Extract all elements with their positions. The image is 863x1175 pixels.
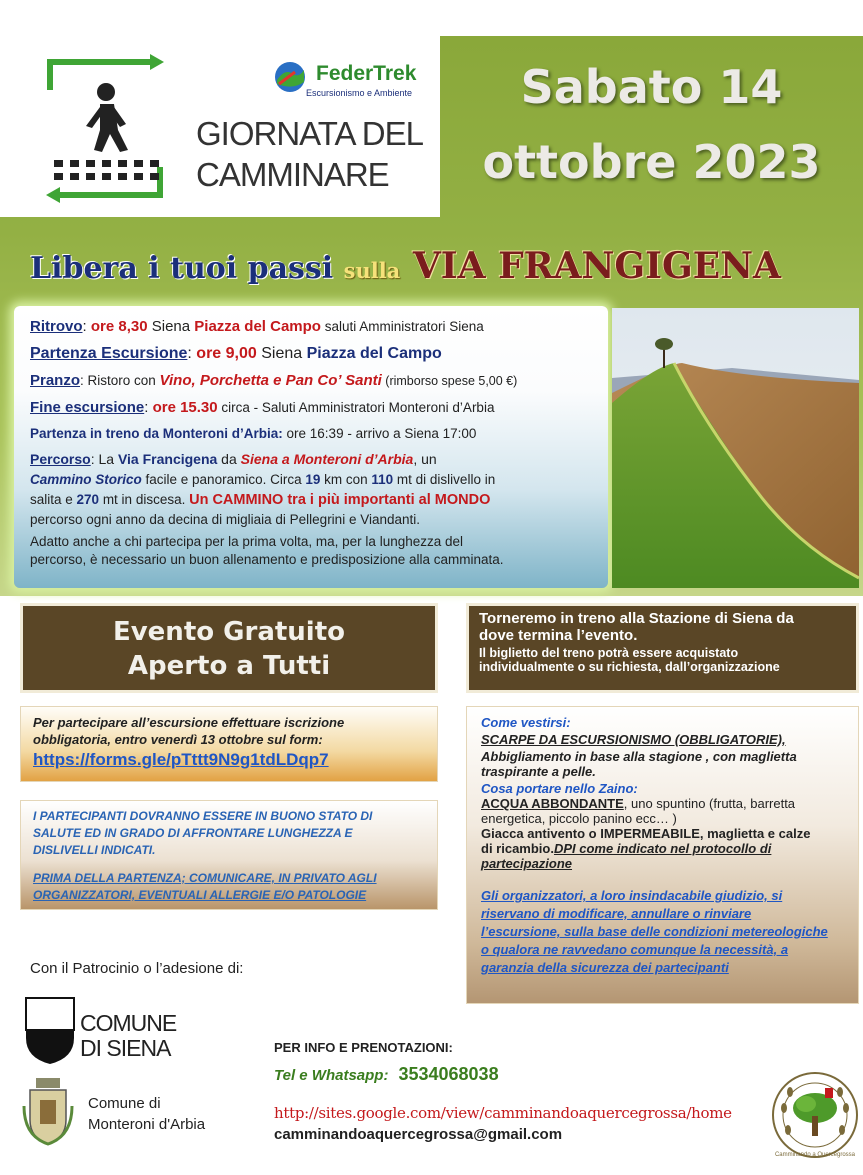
club-logo-text: Camminando a Quercegrossa (774, 1152, 856, 1158)
siena-coat-of-arms-icon (24, 996, 76, 1066)
abbigliamento-line1: Abbigliamento in base alla stagione , con maglietta (481, 749, 797, 764)
federtrek-brand: FederTrek (316, 62, 417, 85)
train-return-box (466, 603, 859, 693)
treno-line: Partenza in treno da Monteroni d’Arbia: ore 16:39 - arrivo a Siena 17:00 (30, 426, 477, 441)
registration-line2: obbligatoria, entro venerdì 13 ottobre sul form: (33, 732, 323, 747)
organizers-note (481, 887, 844, 977)
siena-name-line1: COMUNE (80, 1010, 177, 1036)
date-line2: ottobre 2023 (482, 135, 821, 189)
event-title-line2: CAMMINARE (196, 156, 389, 193)
info-box (14, 306, 608, 588)
percorso-line1: Percorso: La Via Francigena da Siena a Monteroni d’Arbia, un (30, 451, 437, 467)
health-line4: PRIMA DELLA PARTENZA; COMUNICARE, IN PRIVATO AGLI (33, 871, 377, 885)
phone-label: Tel e Whatsapp: (274, 1067, 389, 1084)
landscape-photo (612, 308, 859, 588)
health-line3: DISLIVELLI INDICATI. (33, 843, 156, 857)
phone-line (274, 1064, 499, 1085)
monteroni-name-line2: Monteroni d'Arbia (88, 1116, 206, 1133)
event-title-line1: GIORNATA DEL (196, 115, 423, 152)
giacca-line: Giacca antivento o IMPERMEABILE, maglietta e calze (481, 826, 811, 841)
health-line2: SALUTE ED IN GRADO DI AFFRONTARE LUNGHEZZA E (33, 826, 353, 840)
abbigliamento-line2: traspirante a pelle. (481, 764, 596, 779)
tagline (30, 245, 860, 287)
registration-form-link[interactable]: https://forms.gle/pTttt9N9g1tdLDqp7 (33, 750, 329, 769)
percorso-line2: Cammino Storico facile e panoramico. Circa 19 km con 110 mt di dislivello in (30, 472, 496, 487)
club-logo-icon (770, 1068, 860, 1163)
pranzo-line: Pranzo: Ristoro con Vino, Porchetta e Pan Co’ Santi (rimborso spese 5,00 €) (30, 372, 518, 389)
free-event-box (20, 603, 438, 693)
acqua-line: ACQUA ABBONDANTE, uno spuntino (frutta, barretta (481, 796, 796, 811)
zaino-title: Cosa portare nello Zaino: (481, 781, 638, 796)
scarpe-line: SCARPE DA ESCURSIONISMO (OBBLIGATORIE), (481, 732, 786, 747)
spuntino-line: energetica, piccolo panino ecc… ) (481, 811, 677, 826)
organizers-line1: Gli organizzatori, a loro insindacabile giudizio, si (481, 888, 783, 903)
tagline-part3: VIA FRANGIGENA (400, 245, 781, 287)
ritrovo-line: Ritrovo: ore 8,30 Siena Piazza del Campo saluti Amministratori Siena (30, 318, 484, 335)
ricambio-line: di ricambio.DPI come indicato nel protocollo di (481, 841, 772, 856)
percorso-line3: salita e 270 mt in discesa. Un CAMMINO tra i più importanti al MONDO (30, 492, 491, 508)
monteroni-coat-of-arms-icon (22, 1076, 74, 1146)
walking-person-icon (30, 52, 180, 207)
partenza-line: Partenza Escursione: ore 9,00 Siena Piazza del Campo (30, 345, 442, 362)
tagline-part2: sulla (343, 258, 401, 283)
info-title: PER INFO E PRENOTAZIONI: (274, 1040, 453, 1055)
email-link[interactable]: camminandoaquercegrossa@gmail.com (274, 1126, 563, 1143)
adatto-line1: Adatto anche a chi partecipa per la prima volta, ma, per la lunghezza del (30, 534, 464, 549)
free-event-line1: Evento Gratuito (112, 617, 346, 647)
patronage-label: Con il Patrocinio o l’adesione di: (30, 960, 244, 977)
tagline-part1: Libera i tuoi passi (30, 251, 344, 286)
organizers-line3: l’escursione, sulla base delle condizioni metereologiche (481, 924, 828, 939)
organizers-line5: garanzia della sicurezza dei partecipanti (481, 960, 729, 975)
siena-name-line2: DI SIENA (80, 1035, 171, 1061)
registration-line1: Per partecipare all’escursione effettuare iscrizione (33, 715, 345, 730)
federtrek-subtitle: Escursionismo e Ambiente (306, 88, 413, 98)
monteroni-name-line1: Comune di (88, 1095, 161, 1112)
health-line1: I PARTECIPANTI DOVRANNO ESSERE IN BUONO STATO DI (33, 809, 373, 823)
organizers-line2: riservano di modificare, annullare o rinviare (481, 906, 752, 921)
phone-number[interactable]: 3534068038 (398, 1064, 499, 1084)
fine-line: Fine escursione: ore 15.30 circa - Saluti Amministratori Monteroni d’Arbia (30, 399, 495, 416)
free-event-line2: Aperto a Tutti (127, 651, 331, 681)
organizers-line4: o qualora ne ravvedano comunque la necessità, a (481, 942, 789, 957)
health-notice-box (20, 800, 438, 910)
partecipazione-line: partecipazione (481, 856, 573, 871)
train-line2: dove termina l’evento. (479, 627, 638, 644)
train-line3: Il biglietto del treno potrà essere acquistato (479, 646, 739, 660)
percorso-line4: percorso ogni anno da decina di migliaia di Pellegrini e Viandanti. (30, 512, 421, 527)
health-line5: ORGANIZZATORI, EVENTUALI ALLERGIE E/O PATOLOGIE (33, 888, 367, 902)
website-link[interactable]: http://sites.google.com/view/camminandoaquercegrossa/home (274, 1104, 732, 1122)
date-line1: Sabato 14 (520, 60, 783, 114)
vestirsi-title: Come vestirsi: (481, 715, 571, 730)
adatto-line2: percorso, è necessario un buon allenamento e predisposizione alla camminata. (30, 552, 504, 567)
train-line4: individualmente o su richiesta, dall’organizzazione (479, 660, 780, 674)
equipment-box (466, 706, 859, 1004)
logo-panel (0, 36, 440, 217)
registration-box (20, 706, 438, 782)
federtrek-logo-icon (273, 60, 307, 94)
train-line1: Torneremo in treno alla Stazione di Siena da (479, 610, 794, 627)
